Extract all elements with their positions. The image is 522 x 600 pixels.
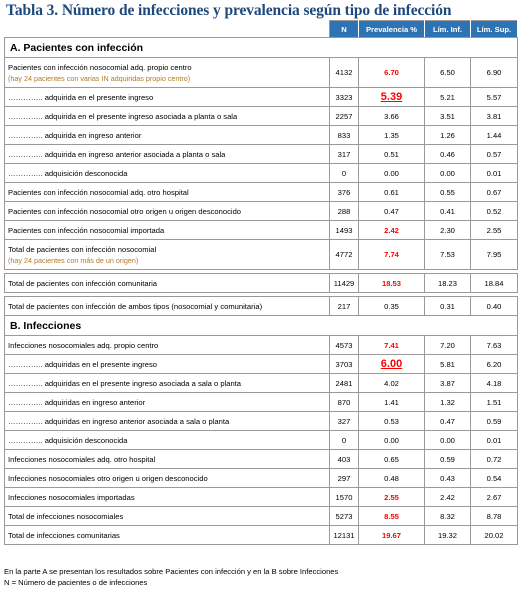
table-row	[5, 274, 518, 293]
prevalence-value: 0.51	[384, 149, 399, 159]
upper-limit-cell	[471, 164, 518, 183]
table-row	[5, 450, 518, 469]
n-value: 2481	[335, 378, 353, 388]
table-row	[5, 240, 518, 270]
prevalence-value: 2.42	[384, 225, 399, 235]
upper-limit: 18.84	[484, 278, 504, 288]
prevalence-value-cell	[359, 88, 425, 107]
table-header-row	[5, 21, 518, 38]
n-value: 3703	[335, 359, 353, 369]
n-value-cell	[330, 450, 359, 469]
upper-limit: 7.95	[486, 250, 502, 259]
prevalence-value-cell	[359, 240, 425, 270]
n-value-cell	[330, 507, 359, 526]
n-value: 0	[341, 435, 347, 445]
prevalence-value-cell	[359, 412, 425, 431]
prevalence-value-cell	[359, 374, 425, 393]
lower-limit: 0.46	[440, 149, 455, 159]
n-value: 3323	[335, 92, 353, 102]
upper-limit: 0.01	[486, 168, 502, 178]
header-blank-cell	[5, 21, 330, 38]
upper-limit-cell	[471, 355, 518, 374]
lower-limit: 6.50	[440, 68, 455, 77]
lower-limit: 0.47	[440, 416, 455, 426]
header-lim-inf: Lím. Inf.	[425, 21, 471, 38]
row-label-cell	[5, 88, 330, 107]
n-value: 5273	[335, 511, 353, 521]
table-row	[5, 526, 518, 545]
table-row	[5, 107, 518, 126]
prevalence-value: 3.66	[384, 111, 399, 121]
upper-limit-cell	[471, 336, 518, 355]
n-value: 11429	[333, 278, 355, 288]
row-label-cell	[5, 202, 330, 221]
lower-limit: 0.00	[440, 168, 455, 178]
upper-limit: 7.63	[486, 340, 502, 350]
prevalence-value: 6.70	[384, 68, 399, 77]
n-value: 4132	[335, 68, 353, 77]
lower-limit: 3.87	[440, 378, 455, 388]
row-label-cell	[5, 374, 330, 393]
n-value: 4772	[335, 250, 353, 259]
prevalence-value-cell	[359, 58, 425, 88]
prevalence-value-cell	[359, 507, 425, 526]
lower-limit-cell	[425, 221, 471, 240]
row-label-cell	[5, 450, 330, 469]
lower-limit: 0.00	[440, 435, 455, 445]
n-value-cell	[330, 374, 359, 393]
upper-limit: 0.72	[486, 454, 502, 464]
n-value: 403	[337, 454, 351, 464]
prevalence-value-cell	[359, 164, 425, 183]
row-label: Infecciones nosocomiales adq. otro hospital	[8, 454, 156, 464]
lower-limit-cell	[425, 274, 471, 293]
upper-limit-cell	[471, 107, 518, 126]
row-label: Pacientes con infección nosocomial adq. otro hospital	[8, 187, 189, 197]
upper-limit: 3.81	[486, 111, 502, 121]
row-label: Infecciones nosocomiales adq. propio centro	[8, 340, 159, 350]
row-label-cell	[5, 431, 330, 450]
lower-limit-cell	[425, 526, 471, 545]
n-value-cell	[330, 221, 359, 240]
table-row	[5, 126, 518, 145]
lower-limit: 0.41	[440, 206, 455, 216]
lower-limit-cell	[425, 488, 471, 507]
prevalence-value-cell	[359, 469, 425, 488]
upper-limit: 0.01	[486, 435, 502, 445]
prevalence-value-cell	[359, 107, 425, 126]
lower-limit-cell	[425, 336, 471, 355]
lower-limit: 0.43	[440, 473, 455, 483]
n-value-cell	[330, 58, 359, 88]
lower-limit: 18.23	[437, 278, 457, 288]
row-label: ………….. adquisición desconocida	[8, 168, 128, 178]
lower-limit: 8.32	[440, 511, 455, 521]
n-value: 1570	[335, 492, 353, 502]
upper-limit-cell	[471, 488, 518, 507]
table-row	[5, 412, 518, 431]
n-value-cell	[330, 88, 359, 107]
lower-limit: 0.55	[440, 187, 455, 197]
row-label: ………….. adquirida en ingreso anterior asociada a planta o sala	[8, 149, 226, 159]
upper-limit: 4.18	[486, 378, 502, 388]
row-label: Total de infecciones nosocomiales	[8, 511, 124, 521]
row-label: ………….. adquirida en el presente ingreso asociada a planta o sala	[8, 111, 238, 121]
row-label: Total de pacientes con infección comunitaria	[8, 278, 158, 288]
row-label-cell	[5, 526, 330, 545]
lower-limit-cell	[425, 240, 471, 270]
lower-limit-cell	[425, 164, 471, 183]
prevalence-value-cell	[359, 183, 425, 202]
n-value-cell	[330, 412, 359, 431]
n-value-cell	[330, 431, 359, 450]
row-label-cell	[5, 58, 330, 88]
row-note: (hay 24 pacientes con más de un origen)	[8, 255, 139, 265]
prevalence-value-cell	[359, 297, 425, 316]
n-value-cell	[330, 469, 359, 488]
prevalence-value: 0.00	[384, 435, 399, 445]
prevalence-value-cell	[359, 336, 425, 355]
row-label: ………….. adquiridas en ingreso anterior asociada a sala o planta	[8, 416, 230, 426]
n-value: 217	[337, 301, 351, 311]
table-row	[5, 393, 518, 412]
lower-limit-cell	[425, 202, 471, 221]
row-label: ………….. adquirida en ingreso anterior	[8, 130, 142, 140]
lower-limit-cell	[425, 107, 471, 126]
upper-limit-cell	[471, 297, 518, 316]
n-value: 0	[341, 168, 347, 178]
prevalence-value: 1.35	[384, 130, 399, 140]
n-value-cell	[330, 297, 359, 316]
footnote-n-definition: N = Número de pacientes o de infecciones	[4, 578, 148, 587]
upper-limit: 2.55	[486, 225, 502, 235]
upper-limit: 1.44	[486, 130, 502, 140]
row-label: Infecciones nosocomiales importadas	[8, 492, 135, 502]
section-header-row	[5, 38, 518, 58]
upper-limit: 6.90	[486, 68, 502, 77]
table-row	[5, 507, 518, 526]
prevalence-value: 0.61	[384, 187, 399, 197]
upper-limit-cell	[471, 183, 518, 202]
row-label-cell	[5, 183, 330, 202]
row-label-cell	[5, 336, 330, 355]
table-row	[5, 431, 518, 450]
table-title: Tabla 3. Número de infecciones y prevalencia según tipo de infección	[6, 2, 452, 19]
table-row	[5, 58, 518, 88]
prevalence-value: 0.47	[384, 206, 399, 216]
table-row	[5, 374, 518, 393]
row-label: ………….. adquirida en el presente ingreso	[8, 92, 154, 102]
n-value: 12131	[333, 530, 355, 540]
upper-limit-cell	[471, 393, 518, 412]
table-row	[5, 145, 518, 164]
prevalence-table	[4, 20, 518, 545]
prevalence-value-cell	[359, 202, 425, 221]
upper-limit-cell	[471, 507, 518, 526]
upper-limit: 2.67	[486, 492, 502, 502]
upper-limit: 0.52	[486, 206, 502, 216]
n-value: 833	[337, 130, 351, 140]
lower-limit-cell	[425, 297, 471, 316]
n-value: 288	[337, 206, 351, 216]
prevalence-value: 6.00	[380, 358, 403, 370]
lower-limit: 1.26	[440, 130, 455, 140]
row-label-cell	[5, 412, 330, 431]
upper-limit-cell	[471, 202, 518, 221]
n-value: 376	[337, 187, 351, 197]
n-value-cell	[330, 526, 359, 545]
row-label-cell	[5, 221, 330, 240]
upper-limit: 0.67	[486, 187, 502, 197]
prevalence-value: 1.41	[384, 397, 399, 407]
section-title: A. Pacientes con infección	[5, 38, 518, 58]
n-value-cell	[330, 107, 359, 126]
table-row	[5, 488, 518, 507]
lower-limit-cell	[425, 145, 471, 164]
header-prevalencia: Prevalencia %	[359, 21, 425, 38]
prevalence-value: 0.48	[384, 473, 399, 483]
section-title: B. Infecciones	[5, 316, 518, 336]
lower-limit: 1.32	[440, 397, 455, 407]
upper-limit-cell	[471, 240, 518, 270]
lower-limit-cell	[425, 507, 471, 526]
prevalence-value-cell	[359, 431, 425, 450]
prevalence-value-cell	[359, 393, 425, 412]
section-header-row	[5, 316, 518, 336]
upper-limit-cell	[471, 526, 518, 545]
row-label-cell	[5, 240, 330, 270]
table-row	[5, 202, 518, 221]
lower-limit: 0.31	[440, 301, 455, 311]
n-value: 4573	[335, 340, 353, 350]
prevalence-value: 2.55	[384, 492, 399, 502]
table-row	[5, 336, 518, 355]
n-value-cell	[330, 202, 359, 221]
n-value-cell	[330, 488, 359, 507]
row-label: Total de pacientes con infección nosocomial	[8, 244, 157, 254]
lower-limit-cell	[425, 431, 471, 450]
upper-limit: 0.54	[486, 473, 502, 483]
lower-limit-cell	[425, 88, 471, 107]
upper-limit-cell	[471, 88, 518, 107]
upper-limit: 5.57	[486, 92, 502, 102]
lower-limit: 3.51	[440, 111, 455, 121]
lower-limit: 7.53	[440, 250, 455, 259]
upper-limit-cell	[471, 431, 518, 450]
row-label: Total de pacientes con infección de ambos tipos (nosocomial y comunitaria)	[8, 301, 263, 311]
lower-limit: 19.32	[437, 530, 457, 540]
upper-limit-cell	[471, 469, 518, 488]
prevalence-value: 0.00	[384, 168, 399, 178]
lower-limit-cell	[425, 412, 471, 431]
upper-limit: 20.02	[484, 530, 504, 540]
lower-limit-cell	[425, 126, 471, 145]
n-value-cell	[330, 145, 359, 164]
row-label: ………….. adquiridas en ingreso anterior	[8, 397, 146, 407]
prevalence-value: 19.67	[381, 530, 401, 540]
n-value: 317	[337, 149, 351, 159]
n-value-cell	[330, 240, 359, 270]
n-value-cell	[330, 183, 359, 202]
row-label-cell	[5, 145, 330, 164]
row-label: Pacientes con infección nosocomial adq. propio centro	[8, 62, 192, 72]
upper-limit-cell	[471, 58, 518, 88]
prevalence-value: 0.35	[384, 301, 399, 311]
prevalence-value: 0.65	[384, 454, 399, 464]
row-label: Infecciones nosocomiales otro origen u origen desconocido	[8, 473, 208, 483]
n-value-cell	[330, 274, 359, 293]
row-label: Pacientes con infección nosocomial importada	[8, 225, 165, 235]
prevalence-value-cell	[359, 145, 425, 164]
prevalence-value-cell	[359, 221, 425, 240]
prevalence-value: 0.53	[384, 416, 399, 426]
prevalence-value-cell	[359, 526, 425, 545]
row-label-cell	[5, 507, 330, 526]
upper-limit: 6.20	[486, 359, 502, 369]
row-label: ………….. adquisición desconocida	[8, 435, 128, 445]
row-label-cell	[5, 469, 330, 488]
row-label: Total de infecciones comunitarias	[8, 530, 120, 540]
upper-limit-cell	[471, 145, 518, 164]
prevalence-value: 7.41	[384, 340, 399, 350]
table-row	[5, 297, 518, 316]
n-value: 2257	[335, 111, 353, 121]
lower-limit-cell	[425, 393, 471, 412]
prevalence-value: 8.55	[384, 511, 399, 521]
row-label-cell	[5, 274, 330, 293]
n-value: 297	[337, 473, 351, 483]
row-label-cell	[5, 297, 330, 316]
table-row	[5, 221, 518, 240]
upper-limit: 0.59	[486, 416, 502, 426]
row-label: ………….. adquiridas en el presente ingreso	[8, 359, 157, 369]
upper-limit-cell	[471, 412, 518, 431]
row-label: ………….. adquiridas en el presente ingreso asociada a sala o planta	[8, 378, 242, 388]
row-label-cell	[5, 126, 330, 145]
prevalence-value-cell	[359, 126, 425, 145]
lower-limit-cell	[425, 183, 471, 202]
prevalence-value-cell	[359, 355, 425, 374]
table-body	[5, 38, 518, 545]
upper-limit: 0.57	[486, 149, 502, 159]
upper-limit-cell	[471, 374, 518, 393]
lower-limit-cell	[425, 374, 471, 393]
prevalence-value-cell	[359, 488, 425, 507]
n-value: 870	[337, 397, 351, 407]
table-row	[5, 88, 518, 107]
footnote-sections: En la parte A se presentan los resultados sobre Pacientes con infección y en la B sobre Infecciones	[4, 567, 339, 576]
lower-limit-cell	[425, 355, 471, 374]
header-n: N	[330, 21, 359, 38]
upper-limit-cell	[471, 450, 518, 469]
lower-limit-cell	[425, 58, 471, 88]
upper-limit-cell	[471, 126, 518, 145]
upper-limit-cell	[471, 274, 518, 293]
lower-limit: 5.81	[440, 359, 455, 369]
table-row	[5, 355, 518, 374]
n-value-cell	[330, 336, 359, 355]
prevalence-value: 18.53	[381, 278, 401, 288]
n-value-cell	[330, 355, 359, 374]
prevalence-value: 4.02	[384, 378, 399, 388]
upper-limit: 0.40	[486, 301, 502, 311]
lower-limit-cell	[425, 469, 471, 488]
lower-limit: 7.20	[440, 340, 455, 350]
n-value: 1493	[335, 225, 353, 235]
row-label-cell	[5, 393, 330, 412]
lower-limit: 2.30	[440, 225, 455, 235]
upper-limit-cell	[471, 221, 518, 240]
row-label-cell	[5, 164, 330, 183]
upper-limit: 1.51	[486, 397, 502, 407]
prevalence-value-cell	[359, 274, 425, 293]
table-row	[5, 469, 518, 488]
prevalence-value: 5.39	[380, 91, 403, 103]
prevalence-value-cell	[359, 450, 425, 469]
row-label-cell	[5, 107, 330, 126]
row-label-cell	[5, 488, 330, 507]
lower-limit: 2.42	[440, 492, 455, 502]
table-row	[5, 164, 518, 183]
n-value-cell	[330, 164, 359, 183]
lower-limit-cell	[425, 450, 471, 469]
table-row	[5, 183, 518, 202]
lower-limit: 5.21	[440, 92, 455, 102]
n-value: 327	[337, 416, 351, 426]
header-lim-sup: Lím. Sup.	[471, 21, 518, 38]
prevalence-value: 7.74	[384, 250, 399, 259]
row-label: Pacientes con infección nosocomial otro origen u origen desconocido	[8, 206, 242, 216]
row-note: (hay 24 pacientes con varias IN adquiridas propio centro)	[8, 73, 191, 83]
n-value-cell	[330, 393, 359, 412]
lower-limit: 0.59	[440, 454, 455, 464]
row-label-cell	[5, 355, 330, 374]
n-value-cell	[330, 126, 359, 145]
upper-limit: 8.78	[486, 511, 502, 521]
